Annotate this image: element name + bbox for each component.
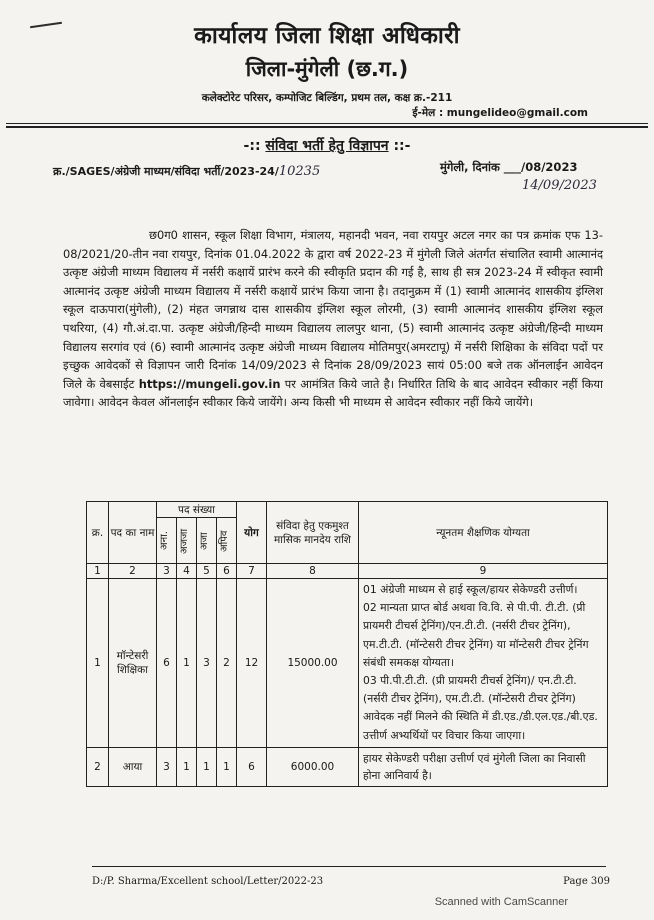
row-cat-4: 2 xyxy=(217,579,237,748)
row-sno: 1 xyxy=(87,579,109,748)
row-qualification xyxy=(359,579,608,748)
reference-handwritten: 10235 xyxy=(278,164,321,179)
header-cat-4 xyxy=(217,518,237,564)
index-cell: 5 xyxy=(197,564,217,579)
header-qualification: न्यूनतम शैक्षणिक योग्यता xyxy=(359,502,608,564)
website-link: https://mungeli.gov.in xyxy=(138,376,281,391)
notice-title xyxy=(0,136,654,155)
row-salary: 15000.00 xyxy=(267,579,359,748)
table-row xyxy=(87,579,608,748)
row-salary: 6000.00 xyxy=(267,747,359,786)
row-cat-3: 3 xyxy=(197,579,217,748)
header-cat-4-label: अपिव xyxy=(219,529,230,552)
header-cat-1 xyxy=(157,518,177,564)
reference-number xyxy=(53,164,320,179)
header-cat-2 xyxy=(177,518,197,564)
body-text-1: छ0ग0 शासन, स्कूल शिक्षा विभाग, मंत्रालय, महानदी भवन, नवा रायपुर अटल नगर का पत्र क्रमांक एफ 13-08/2021/20-तीन नवा रायपुर, दिनांक 01.04.2022 के द्वारा वर्ष 2022-23 में मुंगेली जिले अंतर्गत संचालित स्वामी आत्मानंद उत्कृष्ट अंग्रेजी माध्यम विद्यालय में नर्सरी कक्षायें प्रारंभ करने की स्वीकृति प्रदान की गई है, साथ ही सत्र 2023-24 में स्वीकृत स्वामी आत्मानंद उत्कृष्ट अंग्रेजी माध्यम विद्यालय में नर्सरी कक्षायें प्रारंभ किया जाना है। तदानुक्रम में (1) स्वामी आत्मानंद शासकीय इंग्लिश स्कूल दाऊपारा(मुंगेली), (2) मंहत जगन्नाथ दास शासकीय इंग्लिश स्कूल लोरमी, (3) स्वामी आत्मानंद शासकीय इंग्लिश स्कूल पथरिया, (4) गौ.अं.दा.पा. उत्कृष्ट अंग्रेजी/हिन्दी माध्यम विद्यालय लालपुर थाना, (5) स्वामी आत्मानंद उत्कृष्ट अंग्रेजी/हिन्दी माध्यम विद्यालय सरगांव एवं (6) स्वामी आत्मानंद उत्कृष्ट अंग्रेजी माध्यम विद्यालय मोतिमपुर(अमरटापू) में नर्सरी शिक्षिका के संविदा पदों पर इच्छुक आवेदकों से विज्ञापन जारी दिनांक 14/09/2023 से दिनांक 28/09/2023 सायं 05:00 बजे तक ऑनलाईन आवेदन जिले के वेबसाईट xyxy=(63,228,603,391)
footer-file-path: D:/P. Sharma/Excellent school/Letter/2022-23 xyxy=(92,876,324,887)
header-cat-1-label: अना. xyxy=(159,531,170,550)
header-rule-thick xyxy=(6,126,648,128)
notice-body-paragraph xyxy=(63,226,603,412)
vacancy-table xyxy=(86,501,608,787)
date-handwritten: 14/09/2023 xyxy=(522,178,597,193)
row-qualification: हायर सेकेण्डरी परीक्षा उत्तीर्ण एवं मुंगेली जिला का निवासी होना आनिवार्य है। xyxy=(359,747,608,786)
index-cell: 2 xyxy=(109,564,157,579)
header-post: पद का नाम xyxy=(109,502,157,564)
table-row xyxy=(87,747,608,786)
notice-title-suffix: ::- xyxy=(388,138,411,154)
header-salary: संविदा हेतु एकमुश्त मासिक मानदेय राशि xyxy=(267,502,359,564)
district-heading: जिला-मुंगेली (छ.ग.) xyxy=(245,57,409,81)
table-index-row xyxy=(87,564,608,579)
header-cat-3-label: अजा xyxy=(199,531,210,550)
header-total: योग xyxy=(237,502,267,564)
row-cat-4: 1 xyxy=(217,747,237,786)
index-cell: 1 xyxy=(87,564,109,579)
qualification-1: 01 अंग्रेजी माध्यम से हाई स्कूल/हायर सेकेण्डरी उत्तीर्ण। xyxy=(363,583,578,596)
reference-printed: क्र./SAGES/अंग्रेजी माध्यम/संविदा भर्ती/2023-24/ xyxy=(53,165,279,178)
row-post: मॉन्टेसरी शिक्षिका xyxy=(109,579,157,748)
index-cell: 9 xyxy=(359,564,608,579)
row-total: 12 xyxy=(237,579,267,748)
row-sno: 2 xyxy=(87,747,109,786)
notice-title-text: संविदा भर्ती हेतु विज्ञापन xyxy=(265,138,389,154)
qualification-2: 02 मान्यता प्राप्त बोर्ड अथवा वि.वि. से पी.पी. टी.टी. (प्री प्रायमरी टीचर्स ट्रेनिंग)/एन.टी.टी. (नर्सरी टीचर ट्रेनिंग), एम.टी.टी. (मॉन्टेसरी टीचर ट्रेनिंग) या मॉन्टेसरी टीचर ट्रेनिंग संबंधी समकक्ष योग्यता। xyxy=(363,601,589,669)
index-cell: 4 xyxy=(177,564,197,579)
body-text-2: पर आमंत्रित किये जाते है। निर्धारित तिथि के बाद आवेदन स्वीकार नहीं किया जावेगा। आवेदन केवल ऑनलाईन स्वीकार किये जायेंगे। अन्य किसी भी माध्यम से आवेदन स्वीकार नहीं किये जायेंगे। xyxy=(63,376,603,410)
row-total: 6 xyxy=(237,747,267,786)
footer-page-number: Page 309 xyxy=(563,876,610,887)
row-cat-2: 1 xyxy=(177,579,197,748)
index-cell: 3 xyxy=(157,564,177,579)
office-email: ई-मेल : mungelideo@gmail.com xyxy=(412,107,588,119)
date-printed: मुंगेली, दिनांक ___/08/2023 xyxy=(440,160,578,174)
header-cat-3 xyxy=(197,518,217,564)
index-cell: 7 xyxy=(237,564,267,579)
row-cat-2: 1 xyxy=(177,747,197,786)
row-cat-1: 6 xyxy=(157,579,177,748)
footer-rule xyxy=(92,866,606,867)
notice-title-prefix: -:: xyxy=(243,138,266,154)
row-post: आया xyxy=(109,747,157,786)
index-cell: 8 xyxy=(267,564,359,579)
office-address: कलेक्टोरेट परिसर, कम्पोजिट बिल्डिंग, प्रथम तल, कक्ष क्र.-211 xyxy=(201,92,453,104)
row-cat-3: 1 xyxy=(197,747,217,786)
header-sno: क्र. xyxy=(87,502,109,564)
row-cat-1: 3 xyxy=(157,747,177,786)
office-heading: कार्यालय जिला शिक्षा अधिकारी xyxy=(194,23,460,49)
header-post-count: पद संख्या xyxy=(157,502,237,518)
header-rule-thin xyxy=(6,123,648,124)
scanner-watermark: Scanned with CamScanner xyxy=(434,896,568,908)
header-cat-2-label: अजजा xyxy=(179,527,190,554)
qualification-3: 03 पी.पी.टी.टी. (प्री प्रायमरी टीचर्स ट्रेनिंग)/ एन.टी.टी. (नर्सरी टीचर ट्रेनिंग), एम.टी.टी. (मॉन्टेसरी टीचर ट्रेनिंग) आवेदक नहीं मिलने की स्थिति में डी.एड./डी.एल.एड./बी.एड. उत्तीर्ण अभ्यर्थियों पर विचार किया जाएगा। xyxy=(363,674,598,742)
index-cell: 6 xyxy=(217,564,237,579)
